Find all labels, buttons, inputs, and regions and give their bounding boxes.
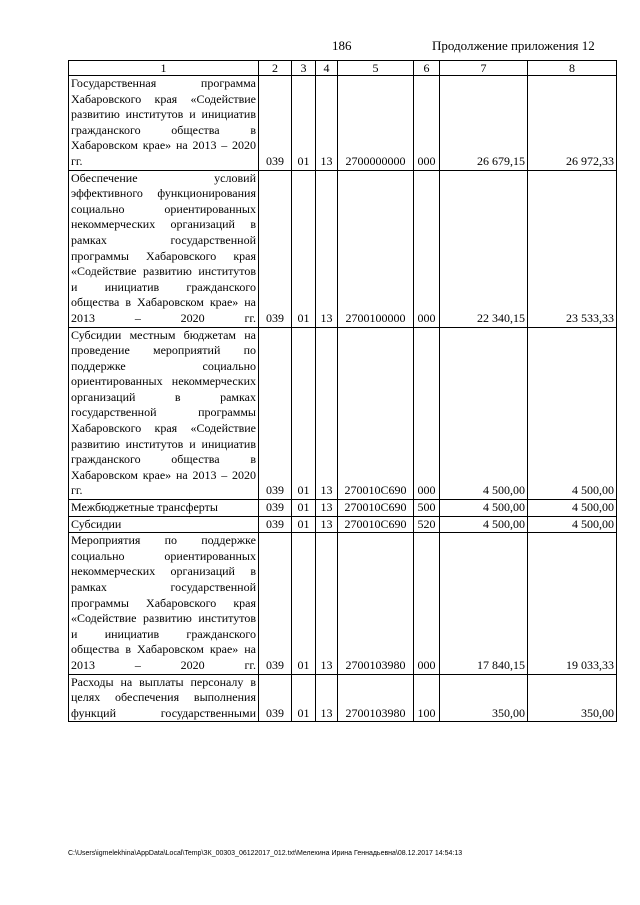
- table-row: [69, 674, 617, 722]
- cell-amount-1: 26 679,15: [440, 76, 528, 171]
- column-header: 6: [414, 61, 440, 76]
- table-row: [69, 170, 617, 327]
- cell-target-article: 270010С690: [338, 500, 414, 517]
- column-number-row: [69, 61, 617, 76]
- cell-amount-2: 4 500,00: [528, 327, 617, 500]
- cell-admin-code: 039: [259, 170, 292, 327]
- row-name: Обеспечение условий эффективного функционирования социально ориентированных некоммерческих организаций в рамках государственной программы Хабаровского края «Содействие развитию институтов и инициатив гражданского общества в Хабаровском крае» на 2013 – 2020 гг.: [69, 170, 259, 327]
- row-name: Мероприятия по поддержке социально ориентированных некоммерческих организаций в рамках государственной программы Хабаровского края «Содействие развитию институтов и инициатив гражданского общества в Хабаровском крае» на 2013 – 2020 гг.: [69, 533, 259, 674]
- cell-expense-type: 000: [414, 170, 440, 327]
- table-row: [69, 533, 617, 674]
- cell-amount-2: 26 972,33: [528, 76, 617, 171]
- cell-subsection: 13: [316, 327, 338, 500]
- cell-section: 01: [292, 76, 316, 171]
- cell-expense-type: 000: [414, 533, 440, 674]
- cell-amount-2: 19 033,33: [528, 533, 617, 674]
- table-row: [69, 516, 617, 533]
- continuation-label: Продолжение приложения 12: [432, 38, 595, 53]
- cell-amount-1: 22 340,15: [440, 170, 528, 327]
- cell-expense-type: 000: [414, 76, 440, 171]
- budget-table: [68, 60, 617, 722]
- table-row: [69, 76, 617, 171]
- cell-section: 01: [292, 170, 316, 327]
- cell-admin-code: 039: [259, 327, 292, 500]
- cell-target-article: 270010С690: [338, 516, 414, 533]
- cell-admin-code: 039: [259, 516, 292, 533]
- column-header: 5: [338, 61, 414, 76]
- cell-amount-1: 4 500,00: [440, 516, 528, 533]
- row-name: Субсидии местным бюджетам на проведение мероприятий по поддержке социально ориентированных некоммерческих организаций в рамках государственной программы Хабаровского края «Содействие развитию институтов и инициатив гражданского общества в Хабаровском крае» на 2013 – 2020 гг.: [69, 327, 259, 500]
- row-name: Государственная программа Хабаровского края «Содействие развитию институтов и инициатив гражданского общества в Хабаровском крае» на 2013 – 2020 гг.: [69, 76, 259, 171]
- cell-target-article: 270010С690: [338, 327, 414, 500]
- cell-amount-1: 4 500,00: [440, 500, 528, 517]
- cell-admin-code: 039: [259, 500, 292, 517]
- cell-target-article: 2700103980: [338, 674, 414, 722]
- page-number: 186: [332, 38, 352, 53]
- page-header: [0, 38, 640, 58]
- column-header: 3: [292, 61, 316, 76]
- cell-target-article: 2700103980: [338, 533, 414, 674]
- cell-subsection: 13: [316, 170, 338, 327]
- cell-amount-2: 4 500,00: [528, 500, 617, 517]
- row-name: Межбюджетные трансферты: [69, 500, 259, 517]
- cell-expense-type: 000: [414, 327, 440, 500]
- cell-section: 01: [292, 327, 316, 500]
- cell-expense-type: 520: [414, 516, 440, 533]
- column-header: 8: [528, 61, 617, 76]
- cell-subsection: 13: [316, 674, 338, 722]
- table-row: [69, 327, 617, 500]
- cell-amount-2: 23 533,33: [528, 170, 617, 327]
- cell-amount-1: 4 500,00: [440, 327, 528, 500]
- cell-expense-type: 100: [414, 674, 440, 722]
- row-name: Субсидии: [69, 516, 259, 533]
- cell-admin-code: 039: [259, 674, 292, 722]
- table-row: [69, 500, 617, 517]
- cell-amount-1: 350,00: [440, 674, 528, 722]
- column-header: 7: [440, 61, 528, 76]
- file-path-footer: C:\Users\igmelekhina\AppData\Local\Temp\ЗК_00303_06122017_012.txt\Мелехина Ирина Геннадьевна\08.12.2017 14:54:13: [68, 850, 463, 857]
- column-header: 2: [259, 61, 292, 76]
- cell-admin-code: 039: [259, 76, 292, 171]
- cell-section: 01: [292, 500, 316, 517]
- cell-subsection: 13: [316, 76, 338, 171]
- column-header: 4: [316, 61, 338, 76]
- cell-target-article: 2700000000: [338, 76, 414, 171]
- column-header: 1: [69, 61, 259, 76]
- cell-expense-type: 500: [414, 500, 440, 517]
- row-name: Расходы на выплаты персоналу в целях обеспечения выполнения функций государственными: [69, 674, 259, 722]
- cell-amount-1: 17 840,15: [440, 533, 528, 674]
- cell-subsection: 13: [316, 533, 338, 674]
- cell-admin-code: 039: [259, 533, 292, 674]
- cell-amount-2: 4 500,00: [528, 516, 617, 533]
- cell-target-article: 2700100000: [338, 170, 414, 327]
- cell-subsection: 13: [316, 500, 338, 517]
- cell-section: 01: [292, 674, 316, 722]
- cell-subsection: 13: [316, 516, 338, 533]
- cell-amount-2: 350,00: [528, 674, 617, 722]
- cell-section: 01: [292, 533, 316, 674]
- cell-section: 01: [292, 516, 316, 533]
